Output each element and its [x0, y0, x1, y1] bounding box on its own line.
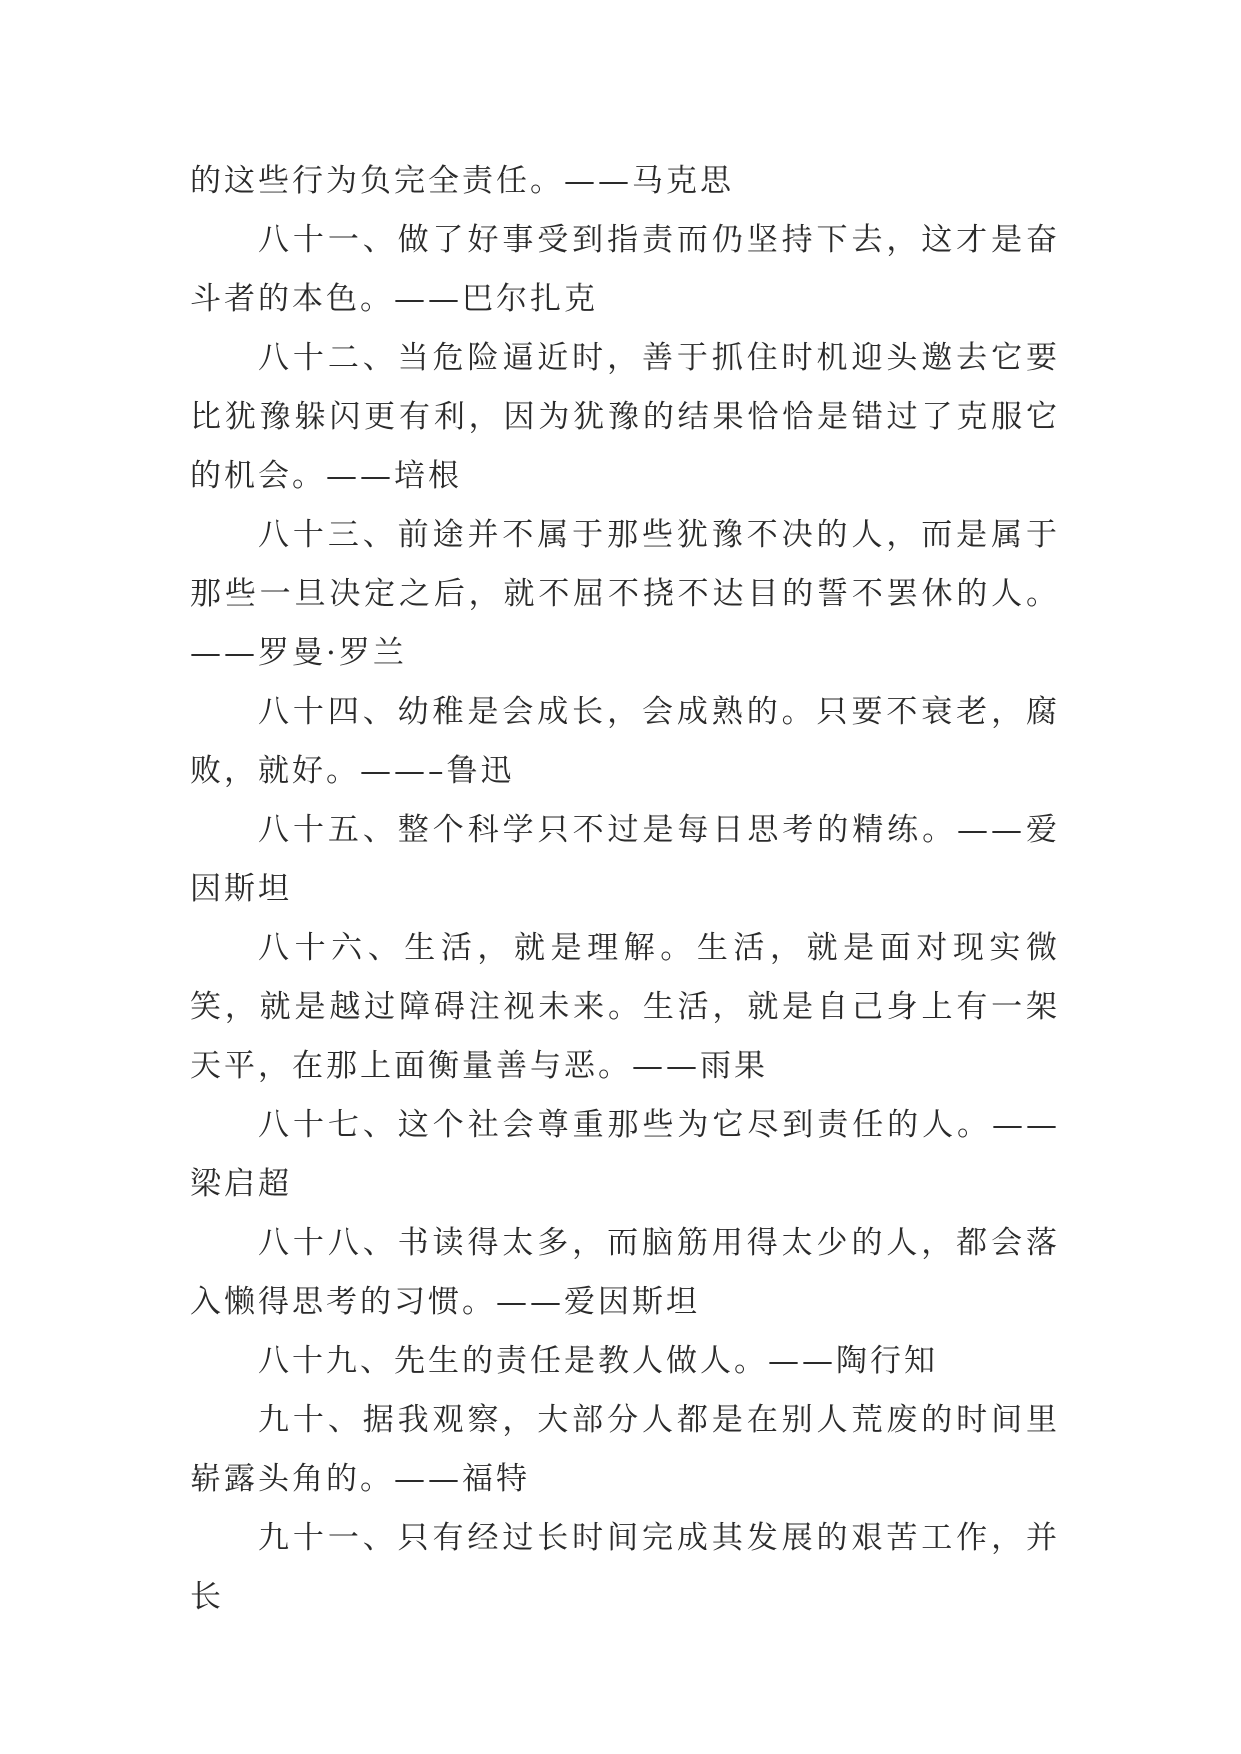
paragraph-6: 八十五、整个科学只不过是每日思考的精练。——爱因斯坦	[190, 812, 1060, 907]
paragraph-8: 八十七、这个社会尊重那些为它尽到责任的人。——梁启超	[190, 1107, 1060, 1202]
paragraph-4: 八十三、前途并不属于那些犹豫不决的人，而是属于那些一旦决定之后，就不屈不挠不达目的誓不罢休的人。——罗曼·罗兰	[190, 517, 1060, 671]
paragraph-1: 的这些行为负完全责任。——马克思	[190, 163, 734, 199]
paragraph-11: 九十、据我观察，大部分人都是在别人荒废的时间里崭露头角的。——福特	[190, 1402, 1060, 1497]
paragraph-9: 八十八、书读得太多，而脑筋用得太少的人，都会落入懒得思考的习惯。——爱因斯坦	[190, 1225, 1060, 1320]
paragraph-3: 八十二、当危险逼近时，善于抓住时机迎头邀去它要比犹豫躲闪更有利，因为犹豫的结果恰恰是错过了克服它的机会。——培根	[190, 340, 1060, 494]
paragraph-2: 八十一、做了好事受到指责而仍坚持下去，这才是奋斗者的本色。——巴尔扎克	[190, 222, 1060, 317]
paragraph-10: 八十九、先生的责任是教人做人。——陶行知	[258, 1343, 938, 1379]
paragraph-12: 九十一、只有经过长时间完成其发展的艰苦工作，并长	[190, 1520, 1060, 1615]
document-body	[190, 152, 1060, 1627]
paragraph-5: 八十四、幼稚是会成长，会成熟的。只要不衰老，腐败，就好。——–鲁迅	[190, 694, 1060, 789]
paragraph-7: 八十六、生活，就是理解。生活，就是面对现实微笑，就是越过障碍注视未来。生活，就是自己身上有一架天平，在那上面衡量善与恶。——雨果	[190, 930, 1060, 1084]
